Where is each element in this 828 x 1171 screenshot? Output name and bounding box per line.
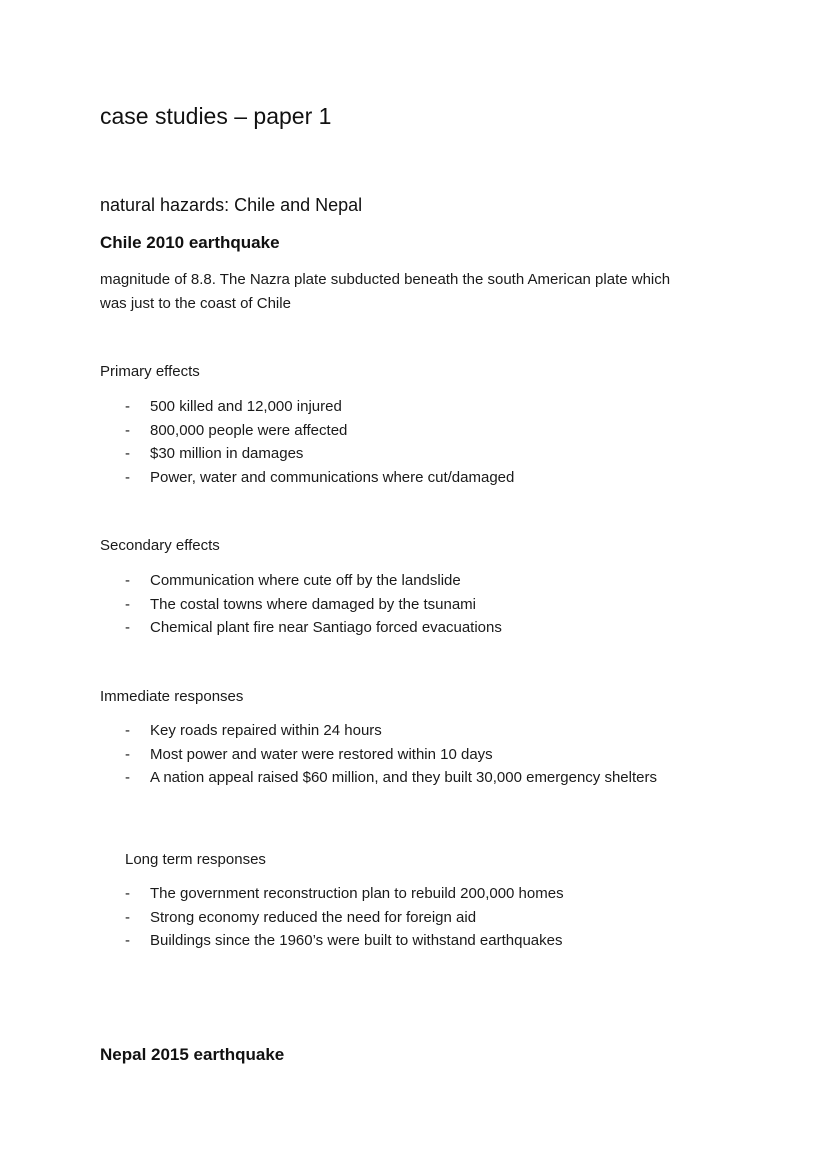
document-title: case studies – paper 1: [100, 103, 332, 129]
list-item-text: Power, water and communications where cut/damaged: [150, 468, 515, 486]
list-item-text: Key roads repaired within 24 hours: [150, 722, 382, 739]
immediate-responses-heading: Immediate responses: [100, 688, 244, 705]
list-item-text: The government reconstruction plan to rebuild 200,000 homes: [150, 885, 564, 902]
chile-intro-line-2: was just to the coast of Chile: [100, 294, 291, 312]
list-item-text: 500 killed and 12,000 injured: [150, 398, 342, 415]
long-term-responses-heading: Long term responses: [125, 851, 266, 868]
nepal-heading: Nepal 2015 earthquake: [100, 1045, 285, 1064]
bullet-dash: -: [125, 468, 130, 486]
list-item-text: Chemical plant fire near Santiago forced evacuations: [150, 619, 502, 636]
bullet-dash: -: [125, 421, 130, 439]
bullet-dash: -: [125, 398, 130, 415]
list-item-text: The costal towns where damaged by the tsunami: [150, 595, 477, 613]
bullet-dash: -: [125, 619, 130, 636]
chile-intro-line-1: magnitude of 8.8. The Nazra plate subducted beneath the south American plate which: [100, 271, 671, 288]
bullet-dash: -: [125, 908, 130, 926]
list-item-text: $30 million in damages: [150, 445, 304, 462]
bullet-dash: -: [125, 595, 130, 613]
primary-effects-heading: Primary effects: [100, 363, 200, 380]
list-item-text: Communication where cute off by the landslide: [150, 572, 461, 589]
bullet-dash: -: [125, 572, 130, 589]
bullet-dash: -: [125, 722, 130, 739]
list-item-text: Strong economy reduced the need for foreign aid: [150, 908, 477, 926]
section-heading: natural hazards: Chile and Nepal: [100, 195, 363, 215]
secondary-effects-heading: Secondary effects: [100, 537, 220, 554]
list-item-text: 800,000 people were affected: [150, 421, 348, 439]
bullet-dash: -: [125, 885, 130, 902]
list-item-text: Most power and water were restored within 10 days: [150, 745, 493, 763]
bullet-dash: -: [125, 932, 130, 949]
list-item-text: A nation appeal raised $60 million, and they built 30,000 emergency shelters: [150, 769, 657, 786]
chile-heading: Chile 2010 earthquake: [100, 233, 280, 252]
bullet-dash: -: [125, 745, 130, 763]
bullet-dash: -: [125, 445, 130, 462]
bullet-dash: -: [125, 769, 130, 786]
list-item-text: Buildings since the 1960’s were built to withstand earthquakes: [150, 932, 563, 949]
chile-intro: [100, 268, 740, 315]
